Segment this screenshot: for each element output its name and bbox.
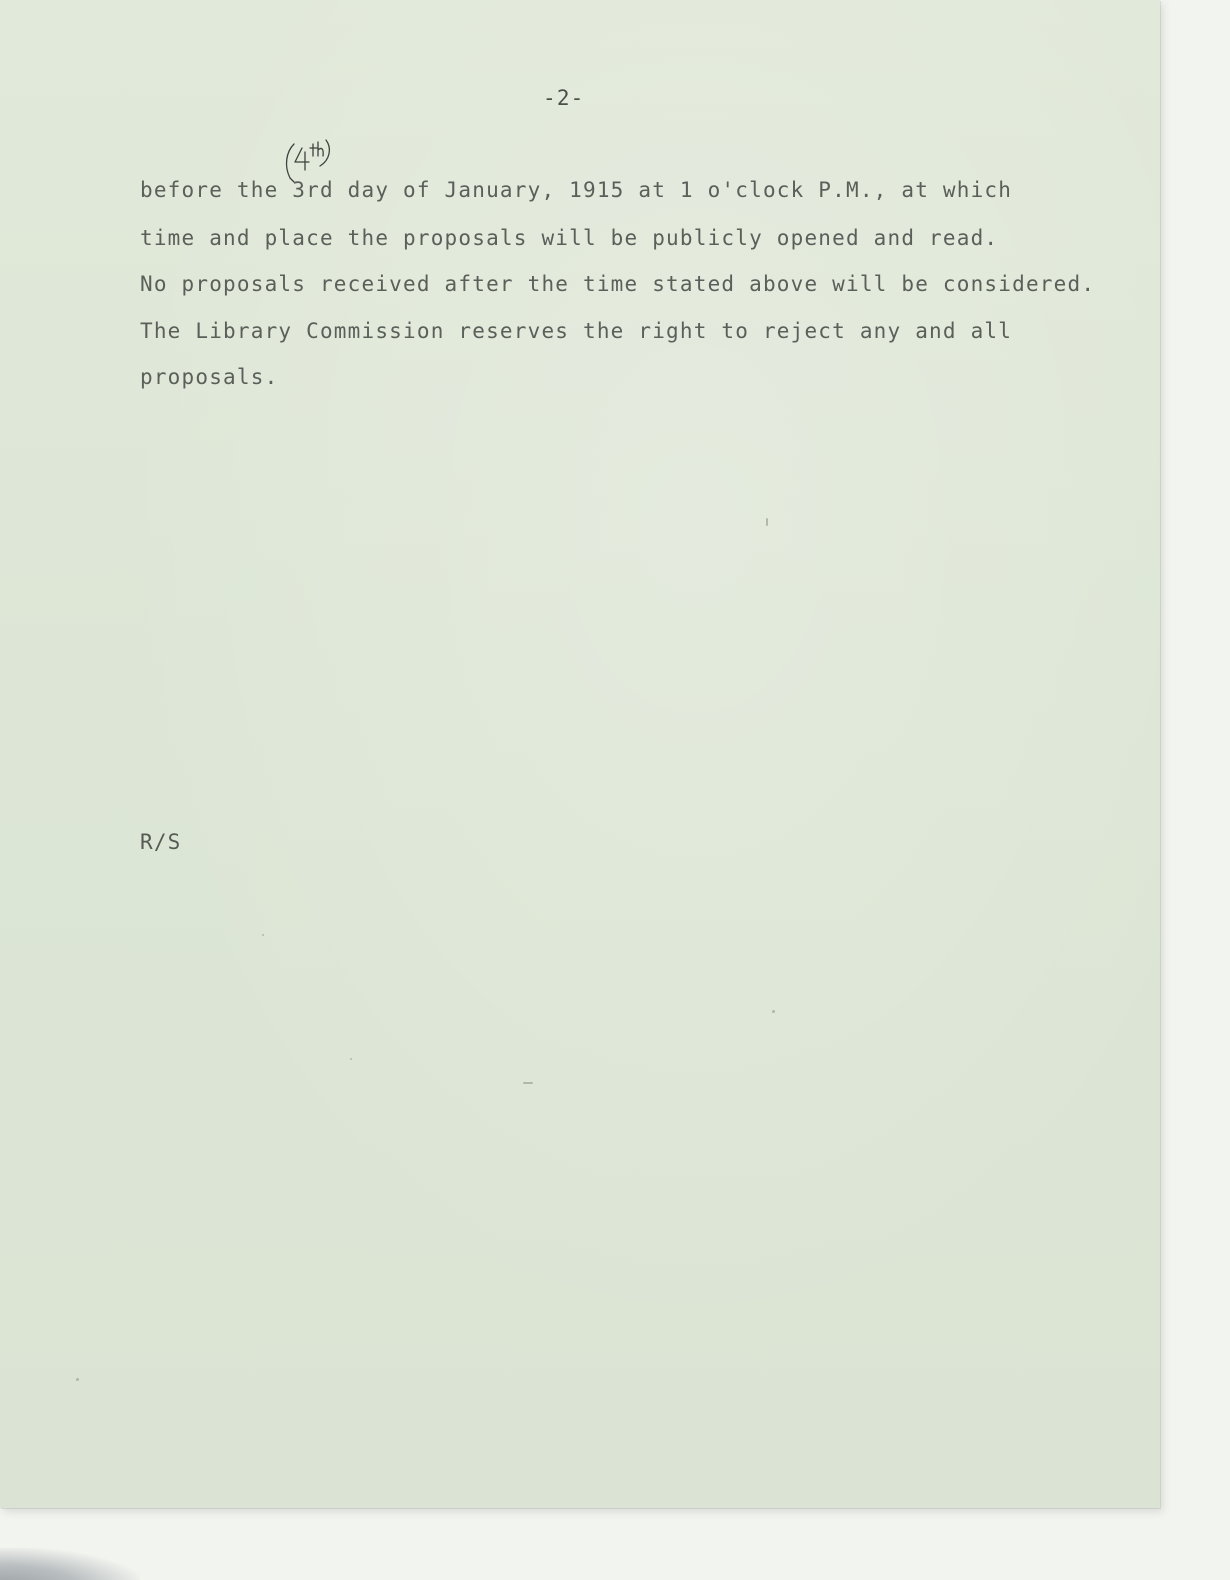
paper-speck	[523, 1082, 533, 1084]
scanner-edge	[0, 1548, 140, 1580]
typist-initials: R/S	[140, 830, 182, 854]
paper-speck	[262, 934, 264, 936]
body-line-3: No proposals received after the time stated above will be considered.	[140, 272, 1096, 296]
paper-speck	[772, 1010, 775, 1013]
paper-speck	[76, 1378, 79, 1381]
body-line-2: time and place the proposals will be publicly opened and read.	[140, 226, 999, 250]
body-line-5: proposals.	[140, 365, 279, 389]
paper-speck	[350, 1058, 352, 1060]
body-line-1: before the 3rd day of January, 1915 at 1 o'clock P.M., at which	[140, 178, 1013, 202]
paper-speck	[766, 518, 768, 526]
handwritten-correction-text	[338, 136, 339, 137]
body-line-4: The Library Commission reserves the right to reject any and all	[140, 319, 1013, 343]
page-number: -2-	[543, 86, 585, 110]
